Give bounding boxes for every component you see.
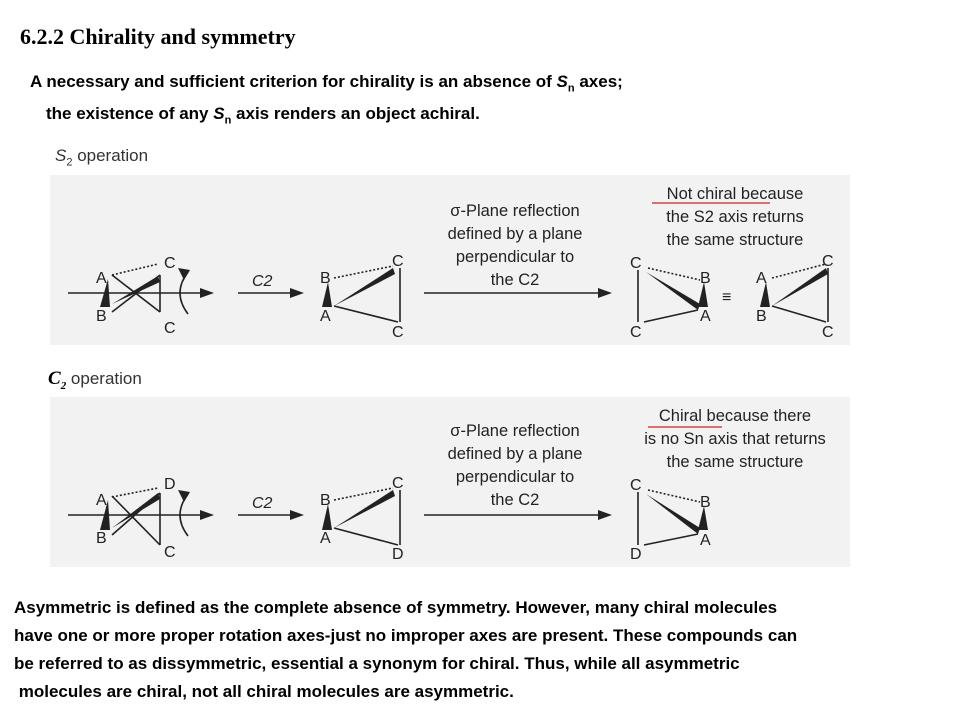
intro-line-1: A necessary and sufficient criterion for chirality is an absence of $S_n$ axes; (30, 72, 623, 95)
c2-c2-arrow-label: C2 (252, 495, 273, 512)
c2-operation-label: $C_2$ operation (48, 368, 142, 392)
bottom-line-2: have one or more proper rotation axes-just no improper axes are present. These compounds can (14, 626, 798, 645)
c2-molecule-2 (322, 488, 400, 545)
s2-mol3-right: B (700, 270, 711, 287)
s2-mol2-top: C (392, 253, 404, 270)
s2-sigma-caption: σ-Plane reflection defined by a plane perpendicular to the C2 (447, 202, 583, 289)
c2-mol2-bottom: D (392, 546, 404, 563)
s2-mol4-top: C (822, 253, 834, 270)
c2-mol2-left-top: B (320, 492, 331, 509)
s2-mol1-left-bottom: B (96, 308, 107, 325)
c2-mol2-top: C (392, 475, 404, 492)
c2-result-caption: Chiral because there is no Sn axis that returns the same structure (644, 407, 826, 471)
s2-mol4-bottom: C (822, 324, 834, 341)
c2-mol1-bottom: C (164, 544, 176, 561)
s2-mol4-left-top: A (756, 270, 767, 287)
equivalence-symbol: ≡ (722, 289, 732, 306)
s2-molecule-4 (760, 264, 828, 322)
s2-mol2-left-bottom: A (320, 308, 331, 325)
intro-line-2: the existence of any $S_n$ axis renders an object achiral. (46, 104, 480, 127)
s2-result-caption: Not chiral because the S2 axis returns the same structure (666, 185, 804, 249)
s2-molecule-3 (638, 268, 708, 322)
s2-operation-label: $S_2$ operation (55, 146, 149, 169)
c2-mol1-left-top: A (96, 492, 107, 509)
s2-c2-arrow-label: C2 (252, 273, 273, 290)
s2-mol1-top: C (164, 255, 176, 272)
s2-mol3-right-bottom: A (700, 308, 711, 325)
c2-mol3-right-bottom: A (700, 532, 711, 549)
s2-mol1-left-top: A (96, 270, 107, 287)
s2-mol2-left-top: B (320, 270, 331, 287)
c2-mol3-right: B (700, 494, 711, 511)
bottom-line-1: Asymmetric is defined as the complete absence of symmetry. However, many chiral molecules (14, 598, 778, 617)
s2-mol3-left-top: C (630, 255, 642, 272)
c2-mol1-left-bottom: B (96, 530, 107, 547)
s2-mol4-left-bottom: B (756, 308, 767, 325)
bottom-line-4: molecules are chiral, not all chiral molecules are asymmetric. (14, 682, 514, 701)
s2-mol2-bottom: C (392, 324, 404, 341)
s2-mol1-bottom: C (164, 320, 176, 337)
s2-mol3-left-bottom: C (630, 324, 642, 341)
c2-sigma-caption: σ-Plane reflection defined by a plane perpendicular to the C2 (447, 422, 583, 509)
c2-mol2-left-bottom: A (320, 530, 331, 547)
c2-mol3-left-top: C (630, 477, 642, 494)
c2-molecule-1 (68, 488, 214, 545)
page-title: 6.2.2 Chirality and symmetry (20, 24, 296, 49)
c2-mol1-top: D (164, 476, 176, 493)
bottom-paragraph (14, 594, 954, 706)
bottom-line-3: be referred to as dissymmetric, essential a synonym for chiral. Thus, while all asymmetric (14, 654, 740, 673)
c2-mol3-left-bottom: D (630, 546, 642, 563)
s2-molecule-2 (322, 266, 400, 322)
c2-molecule-3 (638, 490, 708, 545)
s2-molecule-1 (68, 264, 214, 314)
